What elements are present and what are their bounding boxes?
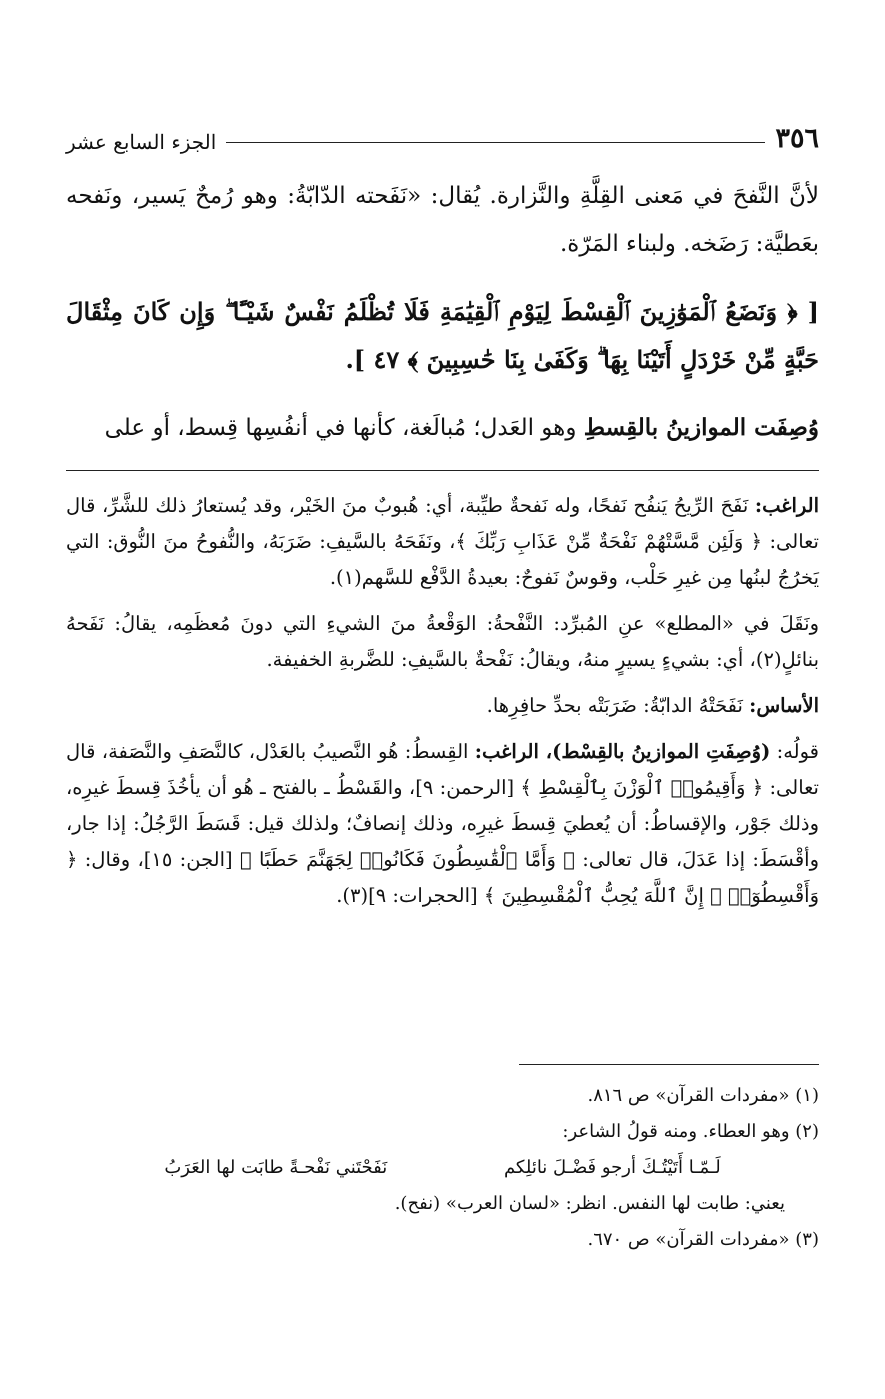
- note-asas-text: نَفَحَتْهُ الدابّةُ: ضَرَبَتْه بحدِّ حافِرِها.: [486, 694, 750, 717]
- note-qist-bold: (وُصِفَتِ الموازينُ بالقِسْط)، الراغب:: [474, 740, 771, 763]
- quran-verse: [ ﴿ وَنَضَعُ ٱلْمَوَٰزِينَ ٱلْقِسْطَ لِيَوْمِ ٱلْقِيَٰمَةِ فَلَا تُظْلَمُ نَفْسٌ شَيْـًٔا ۖ وَإِن كَانَ مِثْقَالَ حَبَّةٍ مِّنْ خَرْدَلٍ أَتَيْنَا بِهَا ۗ وَكَفَىٰ بِنَا حَٰسِبِينَ ﴾ ٤٧ ].: [66, 297, 819, 374]
- footnote-divider: [519, 1064, 819, 1065]
- main-divider: [66, 470, 819, 471]
- main-text: [66, 172, 819, 452]
- note-qist: [66, 734, 819, 914]
- main-paragraph-2: [66, 404, 819, 452]
- footnote-2: (٢) وهو العطاء. ومنه قولُ الشاعر:: [562, 1121, 819, 1142]
- main-paragraph-2-bold: وُصِفَت الموازينُ بالقِسطِ: [583, 414, 819, 441]
- footnote-1: (١) «مفردات القرآن» ص ٨١٦.: [587, 1085, 819, 1106]
- main-paragraph-2-text: وهو العَدل؛ مُبالَغة، كأنها في أنفُسِها قِسط، أو على: [104, 415, 584, 441]
- note-raghib-label: الراغب:: [754, 494, 819, 517]
- poem-hemistich-left: نَفَحْتَني نَفْحـةً طابَت لها العَرَبُ: [164, 1157, 388, 1178]
- footnote-3: (٣) «مفردات القرآن» ص ٦٧٠.: [587, 1229, 819, 1250]
- poem-verse: [66, 1150, 819, 1186]
- footnote-2-note: يعني: طابت لها النفس. انظر: «لسان العرب» (نفح).: [394, 1193, 785, 1214]
- commentary: [66, 488, 819, 924]
- note-asas: [66, 688, 819, 724]
- note-qist-intro: قولُه:: [770, 740, 819, 763]
- header-rule: [226, 142, 765, 143]
- poem-hemistich-right: لَـمّـا أَتَيْتُـكَ أرجو فَضْـلَ نائلِكم: [503, 1157, 721, 1178]
- note-asas-label: الأساس:: [749, 694, 819, 717]
- footnotes: [66, 1078, 819, 1258]
- page-number: ٣٥٦: [775, 123, 819, 154]
- running-head: الجزء السابع عشر: [66, 130, 217, 154]
- page-header: [66, 112, 819, 152]
- note-raghib-text: نَفَحَ الرِّيحُ يَنفُح نَفحًا، وله نَفحةٌ طيِّبة، أي: هُبوبٌ منَ الخَيْر، وقد يُستعارُ ذلك للشَّرِّ، قال تعالى: ﴿ وَلَئِن مَّسَّتْهُمْ نَفْحَةٌ مِّنْ عَذَابِ رَبِّكَ ﴾، ونَفَحَهُ بالسَّيفِ: ضَرَبَهُ، والنُّفوحُ منَ النُّوق: التي يَخرُجُ لبنُها مِن غيرِ حَلْب، وقوسٌ نَفوحٌ: بعيدةُ الدَّفْع للسَّهم(١).: [66, 494, 819, 589]
- note-raghib: [66, 488, 819, 596]
- main-paragraph-1: لأنَّ النَّفحَ في مَعنى القِلَّةِ والنَّزارة. يُقال: «نَفَحته الدّابّةُ: وهو رُمحٌ يَسير، ونَفحه بعَطيَّة: رَضَخه. ولبناء المَرّة.: [66, 183, 819, 257]
- note-mutla: ونَقَلَ في «المطلع» عنِ المُبرِّد: النَّفْحةُ: الوَقْعةُ منَ الشيءِ التي دونَ مُعظَمِه، يقالُ: نَفَحهُ بنائلٍ(٢)، أي: بشيءٍ يسيرٍ منهُ، ويقالُ: نَفْحةٌ بالسَّيفِ: للضَّربةِ الخفيفة.: [66, 612, 819, 671]
- note-qist-text: القِسطُ: هُو النَّصيبُ بالعَدْل، كالنَّصَفِ والنَّصَفة، قال تعالى: ﴿ وَأَقِيمُوا۟ ٱلْوَزْنَ بِٱلْقِسْطِ ﴾ [الرحمن: ٩]، والقَسْطُ ـ بالفتح ـ هُو أن يأخُذَ قِسطَ غيرِه، وذلك جَوْر، والإقساطُ: أن يُعطيَ قِسطَ غيرِه، وذلك إنصافٌ؛ ولذلك قيل: قَسَطَ الرَّجُلُ: إذا جار، وأقْسَطَ: إذا عَدَلَ، قال تعالى: ﴿ وَأَمَّا ٱلْقَٰسِطُونَ فَكَانُوا۟ لِجَهَنَّمَ حَطَبًا ﴾ [الجن: ١٥]، وقال: ﴿ وَأَقْسِطُوٓا۟ ۖ إِنَّ ٱللَّهَ يُحِبُّ ٱلْمُقْسِطِينَ ﴾ [الحجرات: ٩](٣).: [66, 740, 819, 907]
